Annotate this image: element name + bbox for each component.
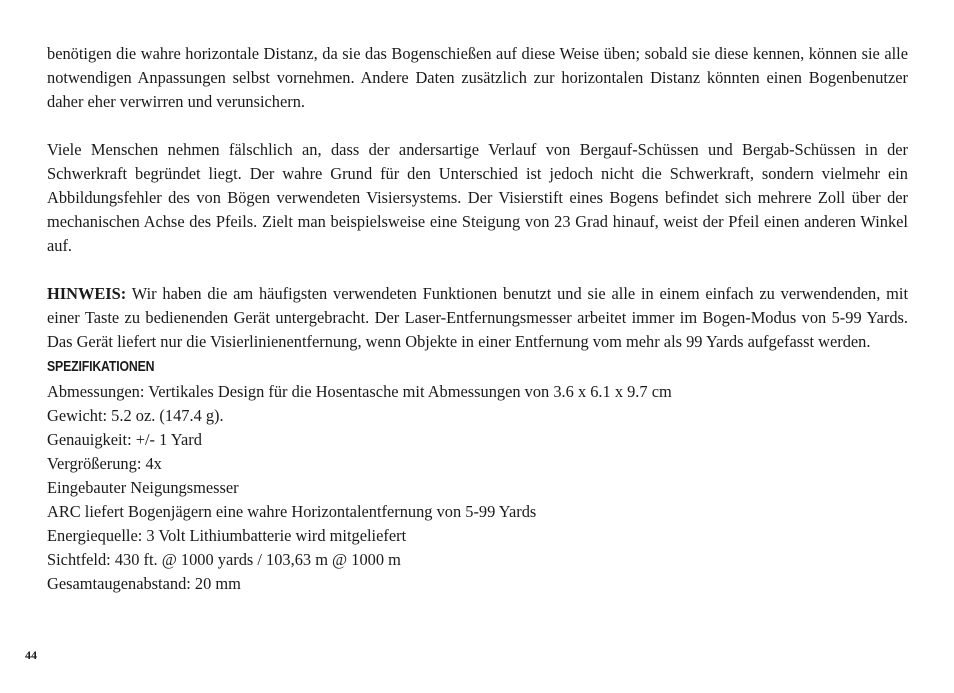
- document-body: [47, 42, 908, 596]
- spec-item-arc: ARC liefert Bogenjägern eine wahre Horizontalentfernung von 5-99 Yards: [47, 502, 537, 521]
- spec-item-inclinometer: Eingebauter Neigungsmesser: [47, 478, 239, 497]
- paragraph-horizontal-distance: benötigen die wahre horizontale Distanz, da sie das Bogenschießen auf diese Weise üben; sobald sie diese kennen, können sie alle notwendigen Anpassungen selbst vornehmen. Andere Daten zusätzlich zur horizontalen Distanz könnten einen Bogenbenutzer daher eher verwirren und verunsichern.: [47, 44, 908, 111]
- paragraph-note: [47, 282, 908, 354]
- specifications-list: [47, 380, 908, 596]
- spec-item-magnification: Vergrößerung: 4x: [47, 454, 162, 473]
- spec-item-field-of-view: Sichtfeld: 430 ft. @ 1000 yards / 103,63 m @ 1000 m: [47, 550, 401, 569]
- note-label: HINWEIS:: [47, 284, 127, 303]
- spec-item-dimensions: Abmessungen: Vertikales Design für die Hosentasche mit Abmessungen von 3.6 x 6.1 x 9.7 cm: [47, 382, 672, 401]
- spec-item-power-source: Energiequelle: 3 Volt Lithiumbatterie wird mitgeliefert: [47, 526, 407, 545]
- spec-item-accuracy: Genauigkeit: +/- 1 Yard: [47, 430, 202, 449]
- specifications-heading: SPEZIFIKATIONEN: [47, 358, 155, 375]
- spec-item-eye-relief: Gesamtaugenabstand: 20 mm: [47, 574, 241, 593]
- note-text: Wir haben die am häufigsten verwendeten Funktionen benutzt und sie alle in einem einfach zu verwendenden, mit einer Taste zu bedienenden Gerät untergebracht. Der Laser-Entfernungsmesser arbeitet immer im Bogen-Modus von 5-99 Yards. Das Gerät liefert nur die Visierlinienentfernung, wenn Objekte in einer Entfernung vom mehr als 99 Yards aufgefasst werden.: [47, 284, 908, 351]
- paragraph-gravity-explanation: Viele Menschen nehmen fälschlich an, dass der andersartige Verlauf von Bergauf-Schüssen und Bergab-Schüssen in der Schwerkraft begründet liegt. Der wahre Grund für den Unterschied ist jedoch nicht die Schwerkraft, sondern vielmehr ein Abbildungsfehler des von Bögen verwendeten Visiersystems. Der Visierstift eines Bogens befindet sich mehrere Zoll über der mechanischen Achse des Pfeils. Zielt man beispielsweise eine Steigung von 23 Grad hinauf, weist der Pfeil einen anderen Winkel auf.: [47, 140, 908, 255]
- spec-item-weight: Gewicht: 5.2 oz. (147.4 g).: [47, 406, 224, 425]
- page-number: 44: [25, 648, 37, 662]
